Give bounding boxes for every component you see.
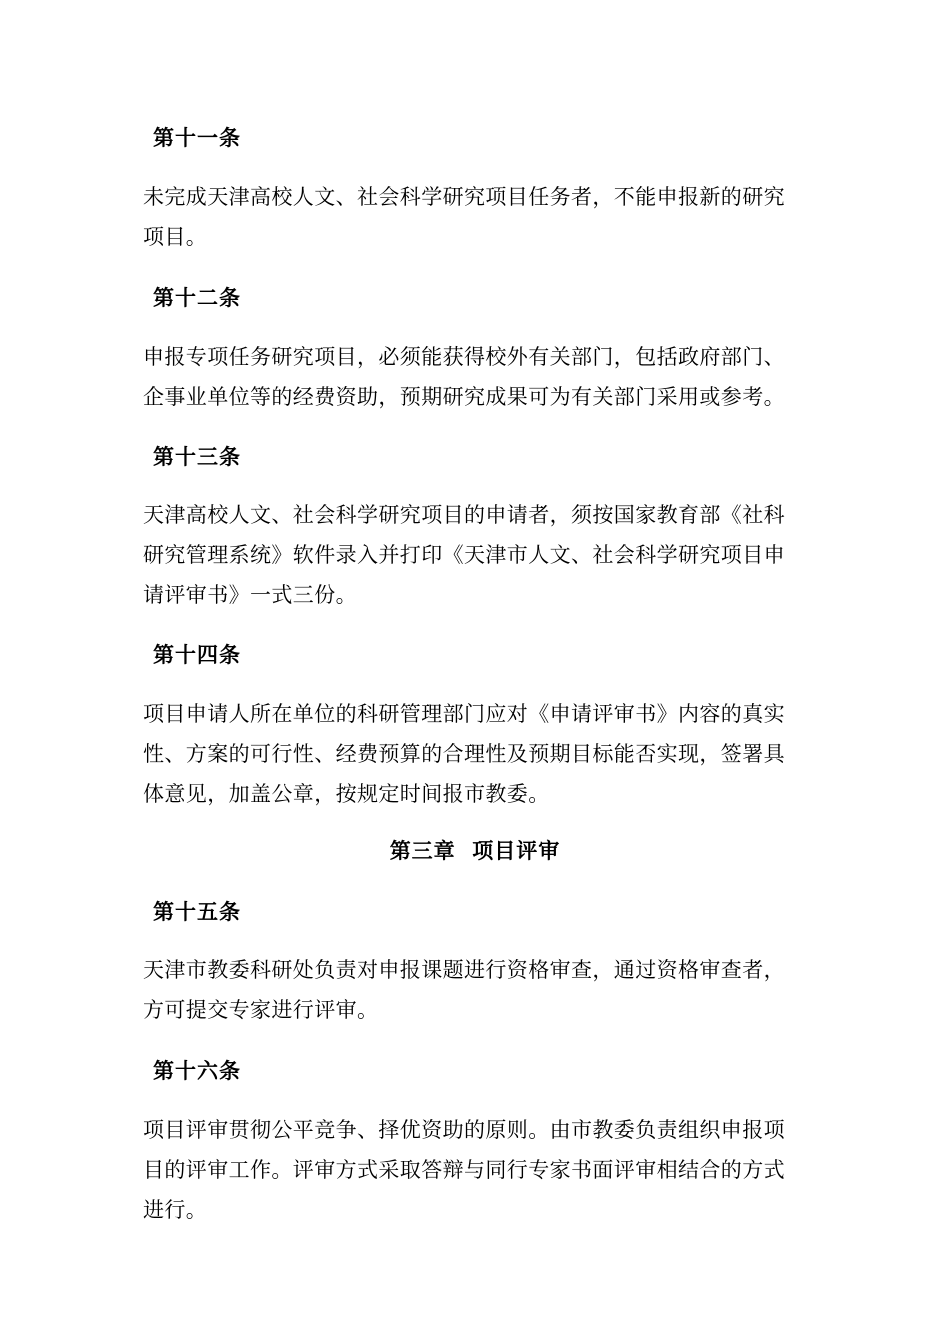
text-line: 方可提交专家进行评审。 xyxy=(143,998,379,1022)
text-line: 性、方案的可行性、经费预算的合理性及预期目标能否实现，签署具 xyxy=(143,742,785,766)
text-line: 项目评审贯彻公平竞争、择优资助的原则。由市教委负责组织申报项 xyxy=(143,1118,785,1142)
text-line: 研究管理系统》软件录入并打印《天津市人文、社会科学研究项目申 xyxy=(143,543,785,567)
article-body xyxy=(143,495,813,615)
text-line: 项目。 xyxy=(143,225,208,249)
article-heading: 第十五条 xyxy=(153,900,241,924)
text-line: 体意见，加盖公章，按规定时间报市教委。 xyxy=(143,782,550,806)
text-line: 请评审书》一式三份。 xyxy=(143,583,357,607)
chapter-title: 第三章 项目评审 xyxy=(389,839,561,863)
text-line: 目的评审工作。评审方式采取答辩与同行专家书面评审相结合的方式 xyxy=(143,1158,785,1182)
article-heading: 第十三条 xyxy=(153,445,241,469)
text-line: 企事业单位等的经费资助，预期研究成果可为有关部门采用或参考。 xyxy=(143,385,785,409)
article-heading: 第十一条 xyxy=(153,126,241,150)
article-body xyxy=(143,694,813,814)
article-heading: 第十二条 xyxy=(153,286,241,310)
text-line: 天津高校人文、社会科学研究项目的申请者，须按国家教育部《社科 xyxy=(143,503,785,527)
article-body xyxy=(143,337,813,417)
article-body xyxy=(143,950,813,1030)
text-line: 申报专项任务研究项目，必须能获得校外有关部门，包括政府部门、 xyxy=(143,345,785,369)
text-line: 进行。 xyxy=(143,1198,208,1222)
article-heading: 第十四条 xyxy=(153,643,241,667)
article-heading: 第十六条 xyxy=(153,1059,241,1083)
text-line: 天津市教委科研处负责对申报课题进行资格审查，通过资格审查者， xyxy=(143,958,785,982)
article-body xyxy=(143,177,813,257)
text-line: 项目申请人所在单位的科研管理部门应对《申请评审书》内容的真实 xyxy=(143,702,785,726)
text-line: 未完成天津高校人文、社会科学研究项目任务者，不能申报新的研究 xyxy=(143,185,785,209)
article-body xyxy=(143,1110,813,1230)
